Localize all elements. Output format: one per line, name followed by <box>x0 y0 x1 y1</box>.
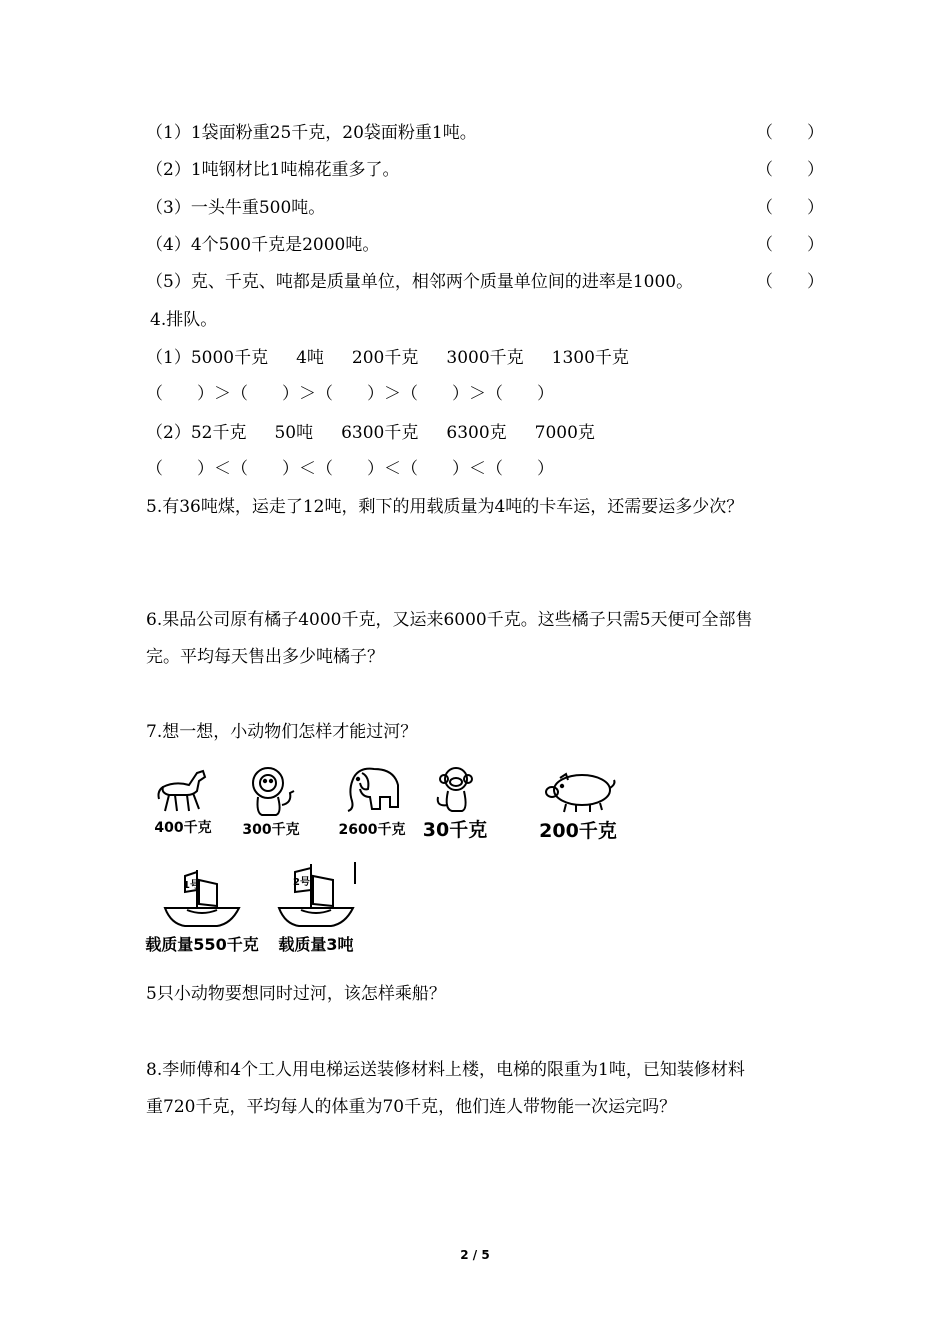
animal-weight-label: 200千克 <box>539 820 617 842</box>
animal-elephant <box>334 763 410 839</box>
judge-item-3: （3）一头牛重500吨。 <box>146 198 326 218</box>
judge-item-1: （1）1袋面粉重25千克，20袋面粉重1吨。 <box>146 123 477 143</box>
boat-capacity-label: 载质量550千克 <box>145 935 259 954</box>
text-cursor <box>354 862 356 884</box>
q4-part2-row <box>146 421 623 445</box>
q4-part1-blanks[interactable]: （ ）＞（ ）＞（ ）＞（ ）＞（ ） <box>146 384 554 404</box>
q4-title: 4.排队。 <box>150 310 218 330</box>
q4-part1-item: 3000千克 <box>446 348 524 368</box>
q4-part1-item: 1300千克 <box>551 348 629 368</box>
judge-answer-3[interactable]: （ ） <box>756 198 824 218</box>
judge-item-5: （5）克、千克、吨都是质量单位，相邻两个质量单位间的进率是1000。 <box>146 272 694 292</box>
q7-title: 7.想一想，小动物们怎样才能过河？ <box>146 722 418 742</box>
monkey-icon <box>430 765 480 813</box>
boat-1 <box>140 866 264 955</box>
boat-2 <box>268 860 364 955</box>
judge-item-4: （4）4个500千克是2000吨。 <box>146 235 380 255</box>
q4-part2-item: 6300克 <box>446 423 507 443</box>
q4-part2-prefix: （2） <box>146 423 191 443</box>
sailboat-icon <box>157 866 247 930</box>
q8-text-line1: 8.李师傅和4个工人用电梯运送装修材料上楼，电梯的限重为1吨，已知装修材料 <box>146 1060 745 1080</box>
q4-part1-prefix: （1） <box>146 348 191 368</box>
page-number: 2 / 5 <box>460 1248 490 1262</box>
animal-monkey <box>418 765 492 842</box>
judge-answer-5[interactable]: （ ） <box>756 272 824 292</box>
animal-weight-label: 400千克 <box>154 820 212 836</box>
horse-icon <box>153 765 213 815</box>
animal-weight-label: 2600千克 <box>338 822 406 838</box>
boat-capacity-label: 载质量3吨 <box>278 935 354 954</box>
animal-horse <box>148 765 218 837</box>
animal-lion <box>236 765 306 839</box>
judge-item-2: （2）1吨钢材比1吨棉花重多了。 <box>146 160 400 180</box>
q7-question: 5只小动物要想同时过河，该怎样乘船？ <box>146 984 446 1004</box>
animal-weight-label: 300千克 <box>242 822 300 838</box>
lion-icon <box>244 765 298 817</box>
q4-part2-item: 50吨 <box>274 423 314 443</box>
judge-answer-4[interactable]: （ ） <box>756 235 824 255</box>
q4-part1-item: 4吨 <box>296 348 324 368</box>
q4-part1-item: 5000千克 <box>190 348 269 368</box>
sailboat-icon <box>271 860 361 930</box>
elephant-icon <box>340 763 404 817</box>
q4-part1-row <box>146 346 657 370</box>
animal-pig <box>532 770 624 843</box>
q4-part2-item: 7000克 <box>534 423 595 443</box>
judge-answer-2[interactable]: （ ） <box>756 160 824 180</box>
boat-1-tag: 1号 <box>183 880 200 891</box>
judge-answer-1[interactable]: （ ） <box>756 123 824 143</box>
pig-icon <box>538 770 618 814</box>
q8-text-line2: 重720千克，平均每人的体重为70千克，他们连人带物能一次运完吗？ <box>146 1097 677 1117</box>
q4-part1-item: 200千克 <box>351 348 419 368</box>
animal-weight-label: 30千克 <box>422 819 488 841</box>
q6-text-line2: 完。平均每天售出多少吨橘子？ <box>146 647 384 667</box>
q4-part2-item: 52千克 <box>190 423 247 443</box>
q4-part2-item: 6300千克 <box>341 423 419 443</box>
q4-part2-blanks[interactable]: （ ）＜（ ）＜（ ）＜（ ）＜（ ） <box>146 459 554 479</box>
q6-text-line1: 6.果品公司原有橘子4000千克，又运来6000千克。这些橘子只需5天便可全部售 <box>146 610 753 630</box>
q5-text: 5.有36吨煤，运走了12吨，剩下的用载质量为4吨的卡车运，还需要运多少次？ <box>146 497 744 517</box>
boat-2-tag: 2号 <box>293 877 310 888</box>
